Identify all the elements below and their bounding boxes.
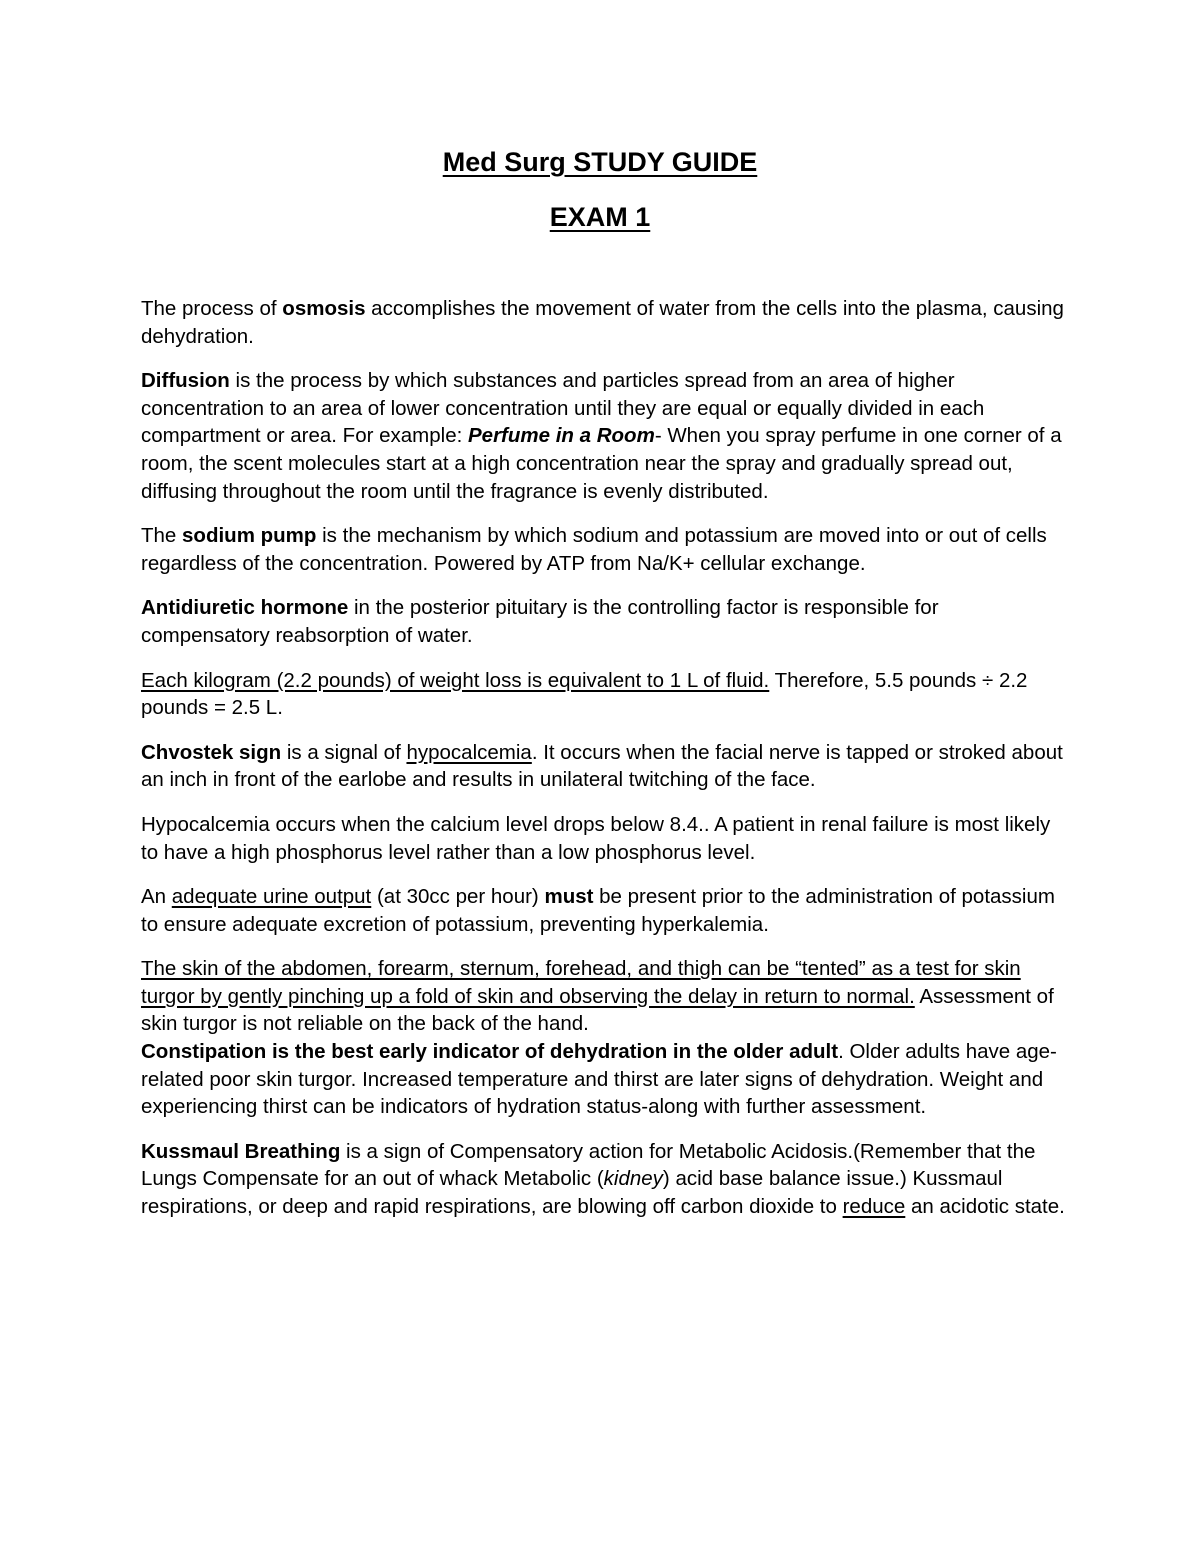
- paragraph-urine-output: [141, 883, 1071, 938]
- text-run: is the process by which substances and particles spread from an area of higher concentration to an area of lower concentration until they are equal or equally divided in each compartment or area. For example:: [141, 369, 985, 448]
- paragraph-osmosis: [141, 295, 1071, 350]
- text-run: The: [141, 524, 183, 548]
- underlined-weight-loss-rule: Each kilogram (2.2 pounds) of weight loss is equivalent to 1 L of fluid.: [141, 668, 770, 692]
- underlined-hypocalcemia: hypocalcemia: [406, 740, 532, 764]
- paragraph-kussmaul-breathing: [141, 1138, 1071, 1221]
- term-kussmaul-breathing: Kussmaul Breathing: [141, 1139, 341, 1163]
- text-run: be present prior to the administration of potassium to ensure adequate excretion of potassium, preventing hyperkalemia.: [141, 885, 1055, 936]
- term-sodium-pump: sodium pump: [182, 524, 317, 548]
- term-diffusion: Diffusion: [141, 369, 230, 393]
- text-run: Assessment of skin turgor is not reliable on the back of the hand.: [141, 984, 1054, 1036]
- text-run: - When you spray perfume in one corner of a room, the scent molecules start at a high concentration near the spray and gradually spread out, diffusing throughout the room until the fragrance is evenly distributed.: [141, 424, 1062, 503]
- term-osmosis: osmosis: [282, 297, 366, 320]
- paragraph-antidiuretic-hormone: [141, 594, 1071, 649]
- paragraph-skin-turgor: [141, 955, 1071, 1038]
- term-constipation-indicator: Constipation is the best early indicator of dehydration in the older adult: [141, 1040, 839, 1064]
- text-run: in the posterior pituitary is the controlling factor is responsible for compensatory reabsorption of water.: [141, 596, 939, 647]
- text-run: an acidotic state.: [905, 1195, 1065, 1219]
- term-must: must: [544, 885, 594, 909]
- text-run: ) acid base balance issue.) Kussmaul respirations, or deep and rapid respirations, are blowing off carbon dioxide to: [141, 1167, 1003, 1219]
- text-run: (at 30cc per hour): [371, 885, 545, 909]
- text-run: is the mechanism by which sodium and potassium are moved into or out of cells regardless of the concentration. Powered by ATP from Na/K+ cellular exchange.: [141, 524, 1047, 575]
- text-run: Therefore, 5.5 pounds ÷ 2.2 pounds = 2.5 L.: [141, 668, 1028, 720]
- paragraph-weight-loss: [141, 667, 1071, 722]
- document-title: Med Surg STUDY GUIDE: [442, 147, 758, 177]
- text-run: The process of: [141, 297, 283, 320]
- text-run: Hypocalcemia occurs when the calcium level drops below 8.4.. A patient in renal failure is most likely to have a high phosphorus level rather than a low phosphorus level.: [141, 812, 1051, 864]
- text-run: accomplishes the movement of water from the cells into the plasma, causing dehydration.: [141, 297, 1064, 348]
- example-perfume-in-a-room: Perfume in a Room: [468, 424, 655, 448]
- document-subtitle: EXAM 1: [549, 202, 651, 232]
- text-run: An: [141, 885, 172, 909]
- underlined-adequate-urine-output: adequate urine output: [171, 885, 372, 909]
- paragraph-hypocalcemia: [141, 811, 1071, 866]
- paragraph-constipation: [141, 1038, 1071, 1121]
- text-run: . It occurs when the facial nerve is tapped or stroked about an inch in front of the earlobe and results in unilateral twitching of the face.: [141, 740, 1063, 792]
- document-body: [141, 295, 1071, 1238]
- term-chvostek-sign: Chvostek sign: [141, 740, 282, 764]
- underlined-reduce: reduce: [842, 1195, 906, 1219]
- text-run: . Older adults have age-related poor skin turgor. Increased temperature and thirst are later signs of dehydration. Weight and experiencing thirst can be indicators of hydration status-along with further assessment.: [141, 1040, 1057, 1119]
- term-antidiuretic-hormone: Antidiuretic hormone: [141, 596, 349, 620]
- italic-kidney: kidney: [603, 1167, 663, 1191]
- paragraph-diffusion: [141, 367, 1071, 505]
- text-run: is a signal of: [281, 740, 407, 764]
- paragraph-chvostek-sign: [141, 739, 1071, 794]
- text-run: is a sign of Compensatory action for Metabolic Acidosis.(Remember that the Lungs Compensate for an out of whack Metabolic (: [141, 1139, 1036, 1191]
- underlined-skin-turgor-test: The skin of the abdomen, forearm, sternum, forehead, and thigh can be “tented” as a test for skin turgor by gently pinching up a fold of skin and observing the delay in return to normal.: [141, 957, 1021, 1008]
- paragraph-sodium-pump: [141, 522, 1071, 577]
